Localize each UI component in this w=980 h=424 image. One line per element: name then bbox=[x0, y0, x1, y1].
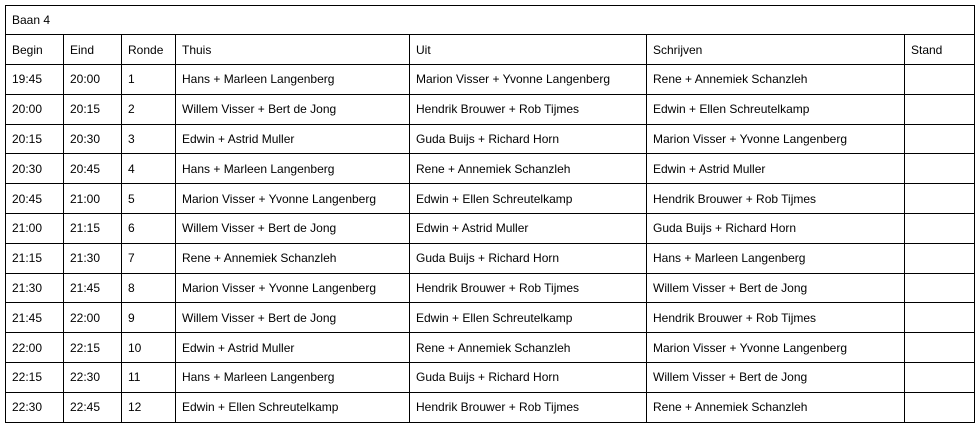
eind-cell: 22:30 bbox=[64, 362, 122, 392]
thuis-cell: Edwin + Astrid Muller bbox=[176, 124, 410, 154]
eind-cell: 21:30 bbox=[64, 243, 122, 273]
stand-cell bbox=[905, 94, 975, 124]
ronde-cell: 9 bbox=[122, 303, 176, 333]
uit-cell: Edwin + Ellen Schreutelkamp bbox=[410, 184, 647, 214]
uit-cell: Edwin + Astrid Muller bbox=[410, 213, 647, 243]
uit-cell: Rene + Annemiek Schanzleh bbox=[410, 154, 647, 184]
table-row bbox=[6, 65, 975, 95]
column-header-stand: Stand bbox=[905, 35, 975, 65]
eind-cell: 21:00 bbox=[64, 184, 122, 214]
schrijven-cell: Marion Visser + Yvonne Langenberg bbox=[647, 124, 905, 154]
column-header-schrijven: Schrijven bbox=[647, 35, 905, 65]
stand-cell bbox=[905, 362, 975, 392]
stand-cell bbox=[905, 213, 975, 243]
begin-cell: 20:45 bbox=[6, 184, 64, 214]
eind-cell: 20:45 bbox=[64, 154, 122, 184]
thuis-cell: Willem Visser + Bert de Jong bbox=[176, 303, 410, 333]
table-row bbox=[6, 94, 975, 124]
begin-cell: 22:15 bbox=[6, 362, 64, 392]
eind-cell: 20:15 bbox=[64, 94, 122, 124]
table-row bbox=[6, 333, 975, 363]
begin-cell: 22:30 bbox=[6, 392, 64, 422]
stand-cell bbox=[905, 392, 975, 422]
ronde-cell: 10 bbox=[122, 333, 176, 363]
ronde-cell: 1 bbox=[122, 65, 176, 95]
uit-cell: Marion Visser + Yvonne Langenberg bbox=[410, 65, 647, 95]
table-row bbox=[6, 392, 975, 422]
column-header-thuis: Thuis bbox=[176, 35, 410, 65]
schrijven-cell: Rene + Annemiek Schanzleh bbox=[647, 65, 905, 95]
uit-cell: Guda Buijs + Richard Horn bbox=[410, 124, 647, 154]
thuis-cell: Edwin + Astrid Muller bbox=[176, 333, 410, 363]
ronde-cell: 11 bbox=[122, 362, 176, 392]
thuis-cell: Hans + Marleen Langenberg bbox=[176, 154, 410, 184]
ronde-cell: 6 bbox=[122, 213, 176, 243]
begin-cell: 21:00 bbox=[6, 213, 64, 243]
stand-cell bbox=[905, 333, 975, 363]
schrijven-cell: Willem Visser + Bert de Jong bbox=[647, 273, 905, 303]
table-row bbox=[6, 273, 975, 303]
thuis-cell: Hans + Marleen Langenberg bbox=[176, 362, 410, 392]
table-row bbox=[6, 362, 975, 392]
eind-cell: 20:00 bbox=[64, 65, 122, 95]
ronde-cell: 5 bbox=[122, 184, 176, 214]
uit-cell: Hendrik Brouwer + Rob Tijmes bbox=[410, 273, 647, 303]
schrijven-cell: Hendrik Brouwer + Rob Tijmes bbox=[647, 303, 905, 333]
eind-cell: 22:45 bbox=[64, 392, 122, 422]
eind-cell: 22:15 bbox=[64, 333, 122, 363]
stand-cell bbox=[905, 243, 975, 273]
begin-cell: 19:45 bbox=[6, 65, 64, 95]
begin-cell: 21:15 bbox=[6, 243, 64, 273]
stand-cell bbox=[905, 154, 975, 184]
begin-cell: 21:30 bbox=[6, 273, 64, 303]
ronde-cell: 3 bbox=[122, 124, 176, 154]
eind-cell: 21:45 bbox=[64, 273, 122, 303]
schrijven-cell: Hendrik Brouwer + Rob Tijmes bbox=[647, 184, 905, 214]
begin-cell: 22:00 bbox=[6, 333, 64, 363]
schrijven-cell: Edwin + Astrid Muller bbox=[647, 154, 905, 184]
table-row bbox=[6, 154, 975, 184]
begin-cell: 21:45 bbox=[6, 303, 64, 333]
begin-cell: 20:15 bbox=[6, 124, 64, 154]
eind-cell: 20:30 bbox=[64, 124, 122, 154]
table-row bbox=[6, 303, 975, 333]
ronde-cell: 12 bbox=[122, 392, 176, 422]
schrijven-cell: Guda Buijs + Richard Horn bbox=[647, 213, 905, 243]
eind-cell: 22:00 bbox=[64, 303, 122, 333]
column-header-ronde: Ronde bbox=[122, 35, 176, 65]
ronde-cell: 7 bbox=[122, 243, 176, 273]
stand-cell bbox=[905, 273, 975, 303]
column-header-begin: Begin bbox=[6, 35, 64, 65]
schrijven-cell: Rene + Annemiek Schanzleh bbox=[647, 392, 905, 422]
ronde-cell: 8 bbox=[122, 273, 176, 303]
thuis-cell: Rene + Annemiek Schanzleh bbox=[176, 243, 410, 273]
uit-cell: Guda Buijs + Richard Horn bbox=[410, 243, 647, 273]
schrijven-cell: Marion Visser + Yvonne Langenberg bbox=[647, 333, 905, 363]
stand-cell bbox=[905, 303, 975, 333]
table-row bbox=[6, 243, 975, 273]
schrijven-cell: Hans + Marleen Langenberg bbox=[647, 243, 905, 273]
stand-cell bbox=[905, 184, 975, 214]
thuis-cell: Edwin + Ellen Schreutelkamp bbox=[176, 392, 410, 422]
uit-cell: Edwin + Ellen Schreutelkamp bbox=[410, 303, 647, 333]
schrijven-cell: Willem Visser + Bert de Jong bbox=[647, 362, 905, 392]
schedule-body bbox=[6, 65, 975, 423]
table-row bbox=[6, 213, 975, 243]
thuis-cell: Hans + Marleen Langenberg bbox=[176, 65, 410, 95]
schedule-table bbox=[5, 5, 975, 423]
stand-cell bbox=[905, 124, 975, 154]
schedule-sheet bbox=[5, 5, 975, 423]
uit-cell: Guda Buijs + Richard Horn bbox=[410, 362, 647, 392]
begin-cell: 20:00 bbox=[6, 94, 64, 124]
column-header-eind: Eind bbox=[64, 35, 122, 65]
table-row bbox=[6, 124, 975, 154]
thuis-cell: Willem Visser + Bert de Jong bbox=[176, 94, 410, 124]
begin-cell: 20:30 bbox=[6, 154, 64, 184]
thuis-cell: Marion Visser + Yvonne Langenberg bbox=[176, 273, 410, 303]
stand-cell bbox=[905, 65, 975, 95]
title-row bbox=[6, 6, 975, 35]
table-row bbox=[6, 184, 975, 214]
thuis-cell: Willem Visser + Bert de Jong bbox=[176, 213, 410, 243]
uit-cell: Rene + Annemiek Schanzleh bbox=[410, 333, 647, 363]
ronde-cell: 2 bbox=[122, 94, 176, 124]
uit-cell: Hendrik Brouwer + Rob Tijmes bbox=[410, 94, 647, 124]
header-row bbox=[6, 35, 975, 65]
ronde-cell: 4 bbox=[122, 154, 176, 184]
column-header-uit: Uit bbox=[410, 35, 647, 65]
eind-cell: 21:15 bbox=[64, 213, 122, 243]
thuis-cell: Marion Visser + Yvonne Langenberg bbox=[176, 184, 410, 214]
sheet-title: Baan 4 bbox=[6, 6, 975, 35]
schrijven-cell: Edwin + Ellen Schreutelkamp bbox=[647, 94, 905, 124]
uit-cell: Hendrik Brouwer + Rob Tijmes bbox=[410, 392, 647, 422]
